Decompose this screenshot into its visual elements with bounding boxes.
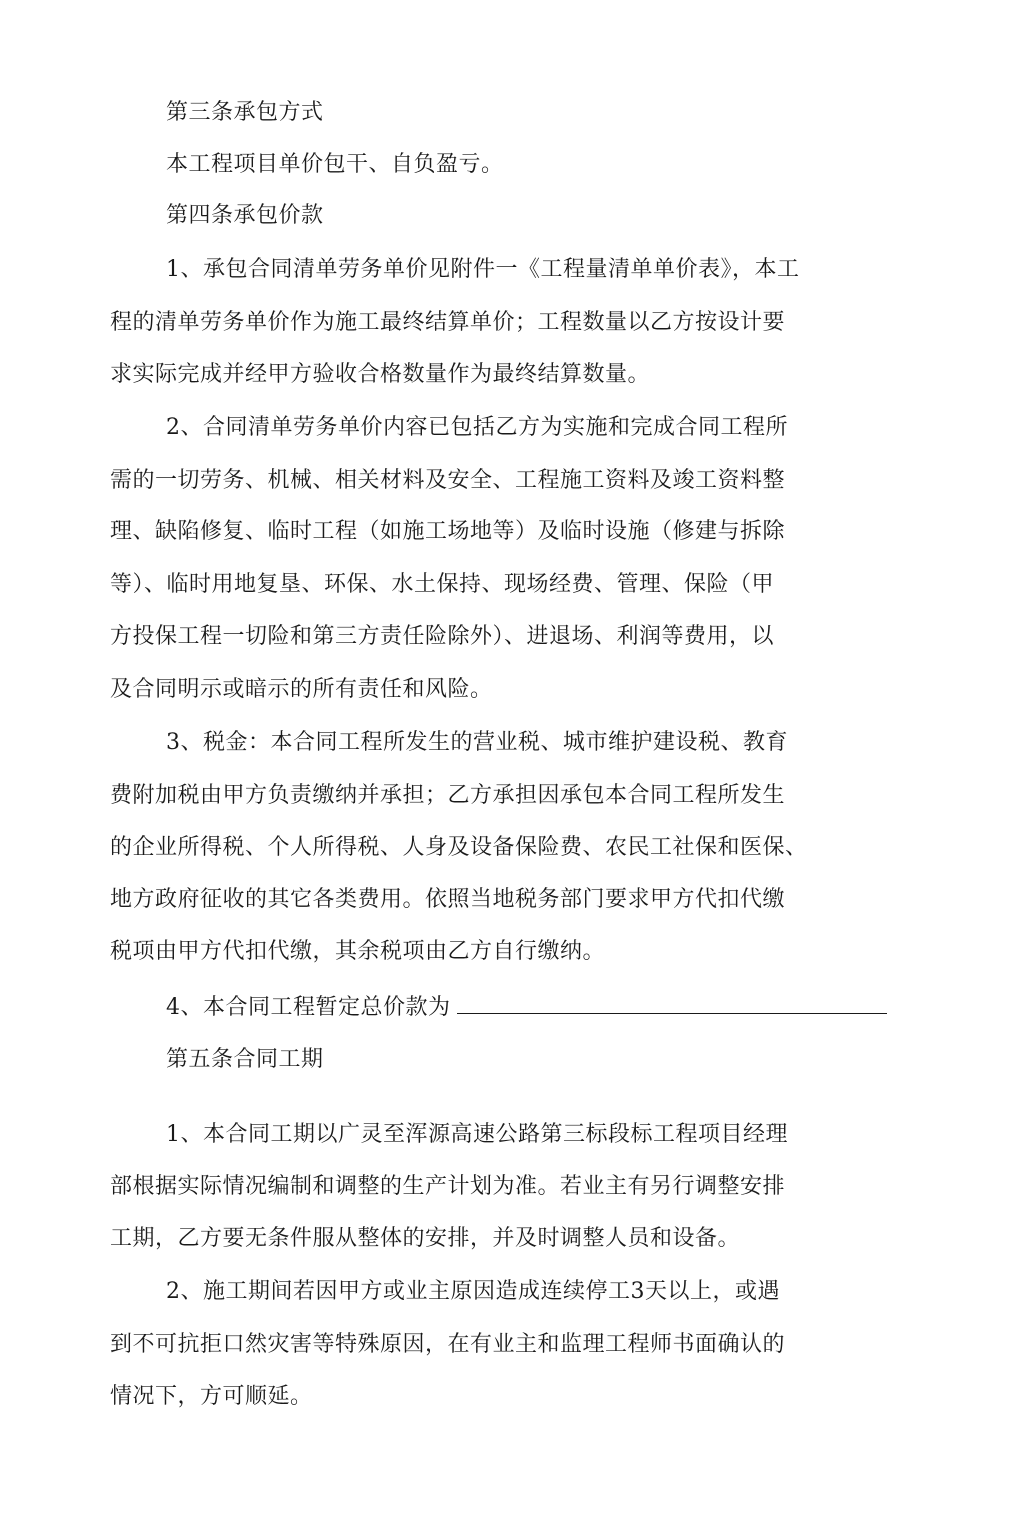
article4-item2-line2: 需的一切劳务、机械、相关材料及安全、工程施工资料及竣工资料整 xyxy=(110,468,786,493)
article5-heading: 第五条合同工期 xyxy=(166,1047,324,1072)
article5-item2-line1: 2、施工期间若因甲方或业主原因造成连续停工3天以上，或遇 xyxy=(166,1279,780,1304)
total-price-blank xyxy=(457,985,887,1014)
article4-item1-line1: 1、承包合同清单劳务单价见附件一《工程量清单单价表》，本工 xyxy=(166,257,800,282)
article3-text: 本工程项目单价包干、自负盈亏。 xyxy=(166,152,504,177)
article4-item3-line1: 3、税金：本合同工程所发生的营业税、城市维护建设税、教育 xyxy=(166,730,788,755)
article4-item2-line3: 理、缺陷修复、临时工程（如施工场地等）及临时设施（修建与拆除 xyxy=(110,519,786,544)
article4-item4-label: 4、本合同工程暂定总价款为 xyxy=(166,995,451,1020)
article3-heading: 第三条承包方式 xyxy=(166,100,324,125)
article4-heading: 第四条承包价款 xyxy=(166,203,324,228)
article4-item1-line3: 求实际完成并经甲方验收合格数量作为最终结算数量。 xyxy=(110,362,651,387)
article5-item1-line1: 1、本合同工期以广灵至浑源高速公路第三标段标工程项目经理 xyxy=(166,1122,788,1147)
article5-item1-line2: 部根据实际情况编制和调整的生产计划为准。若业主有另行调整安排 xyxy=(110,1174,786,1199)
article4-item4 xyxy=(166,985,887,1025)
article4-item3-line3: 的企业所得税、个人所得税、人身及设备保险费、农民工社保和医保、 xyxy=(110,835,808,860)
article5-item1-line3: 工期，乙方要无条件服从整体的安排，并及时调整人员和设备。 xyxy=(110,1226,741,1251)
article5-item2-line2: 到不可抗拒口然灾害等特殊原因，在有业主和监理工程师书面确认的 xyxy=(110,1332,786,1357)
article4-item3-line5: 税项由甲方代扣代缴，其余税项由乙方自行缴纳。 xyxy=(110,939,606,964)
article5-item2-line3: 情况下，方可顺延。 xyxy=(110,1384,313,1409)
article4-item1-line2: 程的清单劳务单价作为施工最终结算单价；工程数量以乙方按设计要 xyxy=(110,310,786,335)
article4-item3-line2: 费附加税由甲方负责缴纳并承担；乙方承担因承包本合同工程所发生 xyxy=(110,783,786,808)
article4-item2-line6: 及合同明示或暗示的所有责任和风险。 xyxy=(110,677,493,702)
article4-item2-line1: 2、合同清单劳务单价内容已包括乙方为实施和完成合同工程所 xyxy=(166,415,788,440)
article4-item3-line4: 地方政府征收的其它各类费用。依照当地税务部门要求甲方代扣代缴 xyxy=(110,887,786,912)
article4-item2-line5: 方投保工程一切险和第三方责任险除外）、进退场、利润等费用，以 xyxy=(110,624,775,649)
article4-item2-line4: 等）、临时用地复垦、环保、水土保持、现场经费、管理、保险（甲 xyxy=(110,572,775,597)
